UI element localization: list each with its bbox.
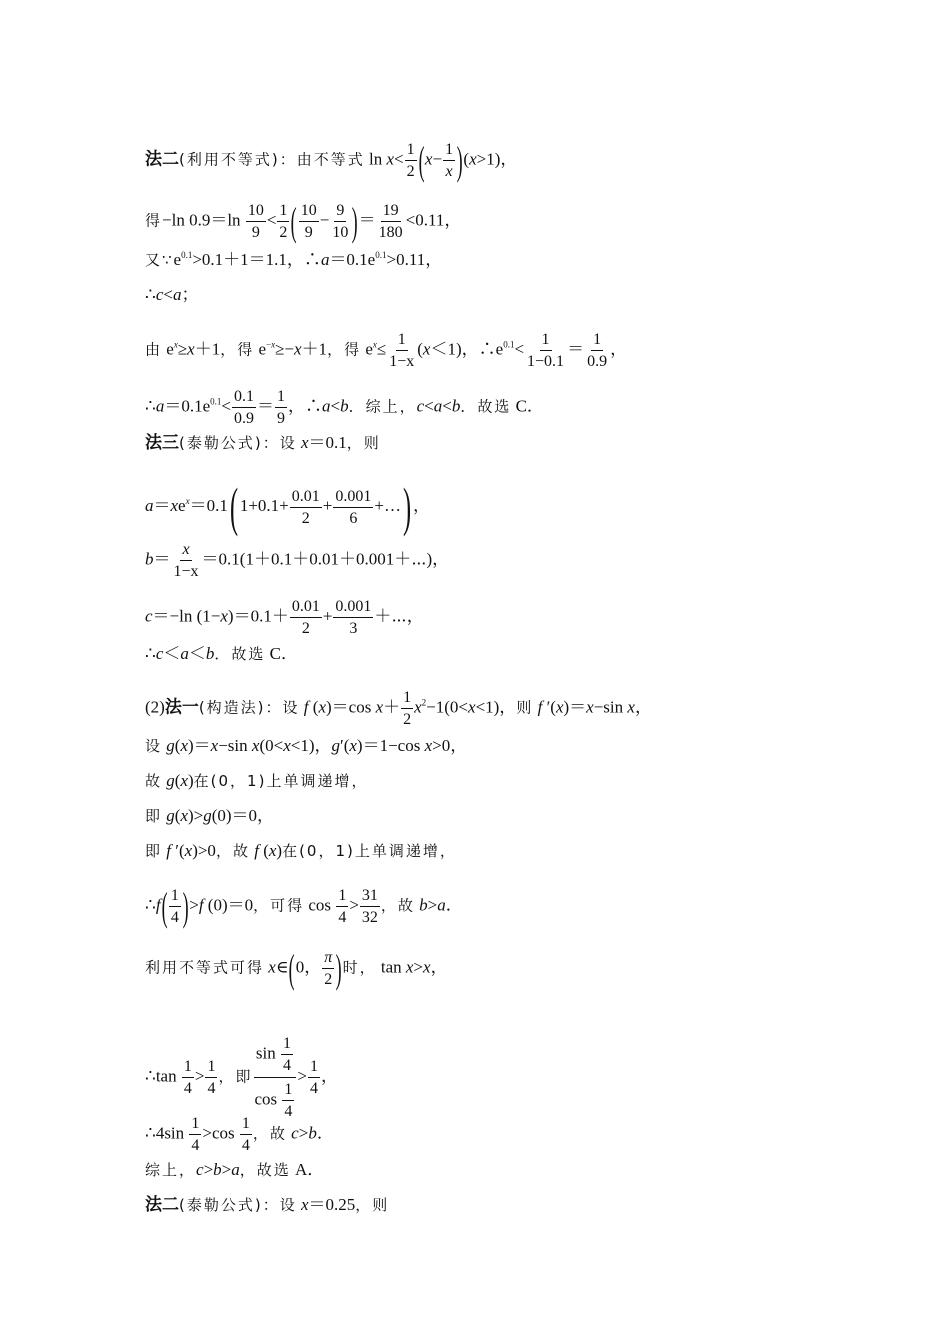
line-tan-inequality: 利用不等式可得 x∈(0， $\frac{\pi}{2}$ )时， tan x>x，: [145, 945, 448, 991]
line-g-define: 设 g(x)＝x−sin x(0<x<1)，g′(x)＝1−cos x>0，: [145, 736, 468, 755]
fraction: $\frac{1}{4}$: [207, 1058, 216, 1097]
line-tan-quarter: ∴tan $\frac{1}{4}$ > $\frac{1}{4}$ ，即 sin $\frac{1}{4}$ cos $\frac{1}{4}$ > $\frac{1}{4}$ ，: [145, 1035, 338, 1120]
fraction: $\frac{1}{4}$: [191, 1115, 200, 1154]
line-b-series: b＝ $\frac{x}{1-x}$ ＝0.1(1＋0.1＋0.01＋0.001＋⋯)，: [145, 541, 450, 580]
fraction: $\frac{\pi}{2}$: [324, 949, 333, 988]
line-method2-inequality: 法二(利用不等式)：由不等式 ln x< $\frac{1}{2}$ (x− $\frac{1}{x}$ )(x>1)，: [145, 137, 518, 183]
line-a-series: $a=xe^x=0.1$( 1+0.1+ $\frac{0.01}{2}$ + $\frac{0.001}{6}$ +…) ，: [145, 477, 430, 537]
fraction: $\frac{1}{1-x}$: [389, 331, 415, 370]
line-method2-taylor: 法二(泰勒公式)：设 x＝0.25，则: [145, 1195, 390, 1214]
fraction: $\frac{0.01}{2}$: [291, 487, 320, 527]
fraction: $\frac{1}{2}$: [406, 141, 415, 180]
line-part2-construct: (2)法一(构造法)：设 f (x)＝cos x＋ $\frac{1}{2}$ $x^2-1(0<x<1)$，则 f ′(x)＝x−sin x，: [145, 689, 652, 728]
line-g-increasing: 故 g(x)在(0，1)上单调递增，: [145, 771, 369, 790]
fraction: $\frac{9}{10}$: [332, 202, 349, 241]
line-f-increasing: 即 f ′(x)>0，故 f (x)在(0，1)上单调递增，: [145, 841, 457, 860]
fraction: $\frac{31}{32}$: [361, 887, 378, 926]
line-ln09-estimate: 得−ln 0.9＝ln $\frac{10}{9}$ < $\frac{1}{2}$ ( $\frac{10}{9}$ − $\frac{9}{10}$ )＝ $\frac{19}{180}$ <0.11，: [145, 198, 462, 244]
fraction: $\frac{1}{4}$: [338, 887, 347, 926]
line-ex-inequality: 由 $e^x\ge x+1$，得 $e^{-x}\ge-x+1$，得 $e^x\le$ $\frac{1}{1-x}$ (x＜1)，$\therefore e^{0.1}<$ $\frac{1}{1-0.1}$ ＝ $\frac{1}{0.9}$ ，: [145, 331, 628, 370]
fraction: $\frac{0.001}{6}$: [335, 487, 372, 527]
line-method3-taylor: 法三(泰勒公式)：设 x＝0.1，则: [145, 433, 381, 452]
line-conclusion-c: $\therefore a=0.1e^{0.1}<$ $\frac{0.1}{0.9}$ ＝ $\frac{1}{9}$ ，∴a<b．综上，c<a<b．故选 C．: [145, 388, 544, 427]
line-c-lt-a: ∴c<a；: [145, 285, 199, 304]
method-heading: 法二: [145, 1195, 179, 1214]
line-c-gt-b: ∴4sin $\frac{1}{4}$ >cos $\frac{1}{4}$ ，故 c>b．: [145, 1115, 334, 1154]
fraction: $\frac{1}{4}$: [241, 1115, 250, 1154]
line-summary-a: 综上，c>b>a，故选 A．: [145, 1160, 325, 1179]
method-heading: 法三: [145, 433, 179, 452]
fraction: $\frac{x}{1-x}$: [173, 541, 199, 580]
fraction: $\frac{1}{2}$: [403, 689, 412, 728]
line-conclusion-c2: ∴c＜a＜b．故选 C．: [145, 644, 298, 663]
fraction: $\frac{10}{9}$: [247, 202, 264, 241]
fraction: $\frac{1}{4}$: [183, 1058, 192, 1097]
method-heading: 法二: [145, 149, 179, 169]
fraction: $\frac{1}{x}$: [445, 141, 454, 180]
fraction: $\frac{0.01}{2}$: [291, 598, 320, 637]
sin-over-cos-fraction: sin $\frac{1}{4}$ cos $\frac{1}{4}$: [252, 1034, 297, 1121]
fraction: $\frac{1}{4}$: [170, 887, 179, 926]
line-exp-bound: 又$\because e^{0.1}>0.1+1=1.1$，$\therefore a=0.1e^{0.1}>0.11$，: [145, 250, 443, 269]
line-c-series: c＝−ln (1−x)＝0.1＋ $\frac{0.01}{2}$ + $\frac{0.001}{3}$ ＋⋯，: [145, 598, 424, 637]
method-heading: 法一: [164, 697, 199, 717]
fraction: $\frac{1}{1-0.1}$: [527, 331, 565, 370]
line-b-gt-a: ∴f( $\frac{1}{4}$ )>f (0)＝0，可得 cos $\frac{1}{4}$ > $\frac{31}{32}$ ，故 b>a．: [145, 883, 463, 929]
fraction: $\frac{1}{9}$: [276, 388, 285, 427]
fraction: $\frac{1}{2}$: [279, 202, 288, 241]
fraction: $\frac{1}{0.9}$: [587, 331, 608, 370]
fraction: $\frac{0.001}{3}$: [335, 598, 372, 637]
fraction: $\frac{0.1}{0.9}$: [233, 388, 254, 427]
fraction: $\frac{1}{4}$: [309, 1058, 318, 1097]
line-g-positive: 即 g(x)>g(0)＝0，: [145, 806, 275, 825]
fraction: $\frac{19}{180}$: [378, 202, 403, 241]
fraction: $\frac{10}{9}$: [300, 202, 317, 241]
